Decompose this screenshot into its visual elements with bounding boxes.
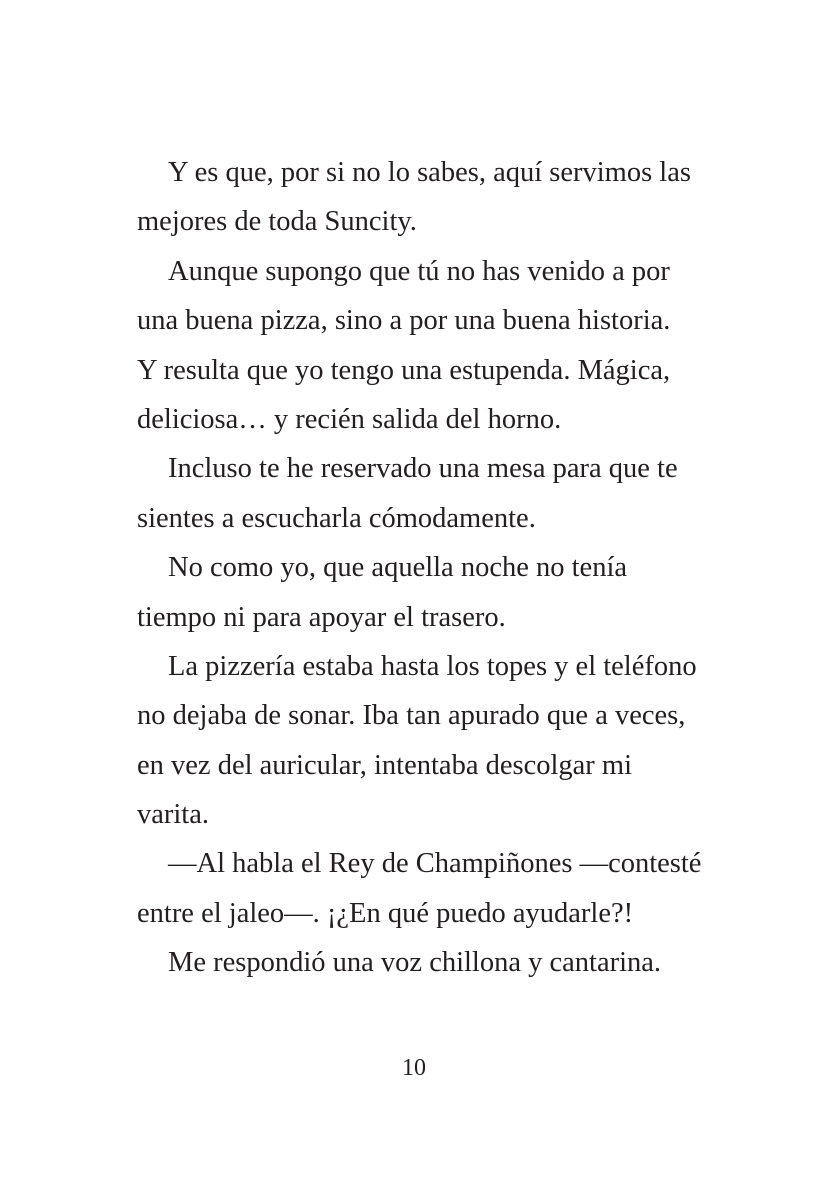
text-line: Aunque supongo que tú no has venido a por: [168, 255, 670, 287]
text-line: Y es que, por si no lo sabes, aquí servimos las: [168, 157, 691, 188]
body-text: [137, 148, 717, 988]
text-line: deliciosa… y recién salida del horno.: [137, 403, 562, 435]
text-line: no dejaba de sonar. Iba tan apurado que a veces,: [137, 700, 686, 732]
text-line: varita.: [137, 799, 210, 831]
text-line: Y resulta que yo tengo una estupenda. Mágica,: [137, 354, 671, 386]
text-line: No como yo, que aquella noche no tenía: [168, 552, 628, 584]
text-line: entre el jaleo—. ¡¿En qué puedo ayudarle?!: [137, 897, 634, 929]
text-line: tiempo ni para apoyar el trasero.: [137, 601, 506, 633]
text-line: mejores de toda Suncity.: [137, 206, 417, 238]
page-number: 10: [402, 1055, 426, 1081]
text-line: una buena pizza, sino a por una buena historia.: [137, 305, 671, 337]
text-line: Incluso te he reservado una mesa para que te: [168, 453, 678, 485]
text-line: Me respondió una voz chillona y cantarina.: [168, 947, 662, 979]
text-line: en vez del auricular, intentaba descolgar mi: [137, 749, 633, 781]
text-line: —Al habla el Rey de Champiñones —contesté: [168, 848, 702, 880]
text-line: La pizzería estaba hasta los topes y el teléfono: [168, 650, 697, 682]
text-line: sientes a escucharla cómodamente.: [137, 502, 536, 534]
